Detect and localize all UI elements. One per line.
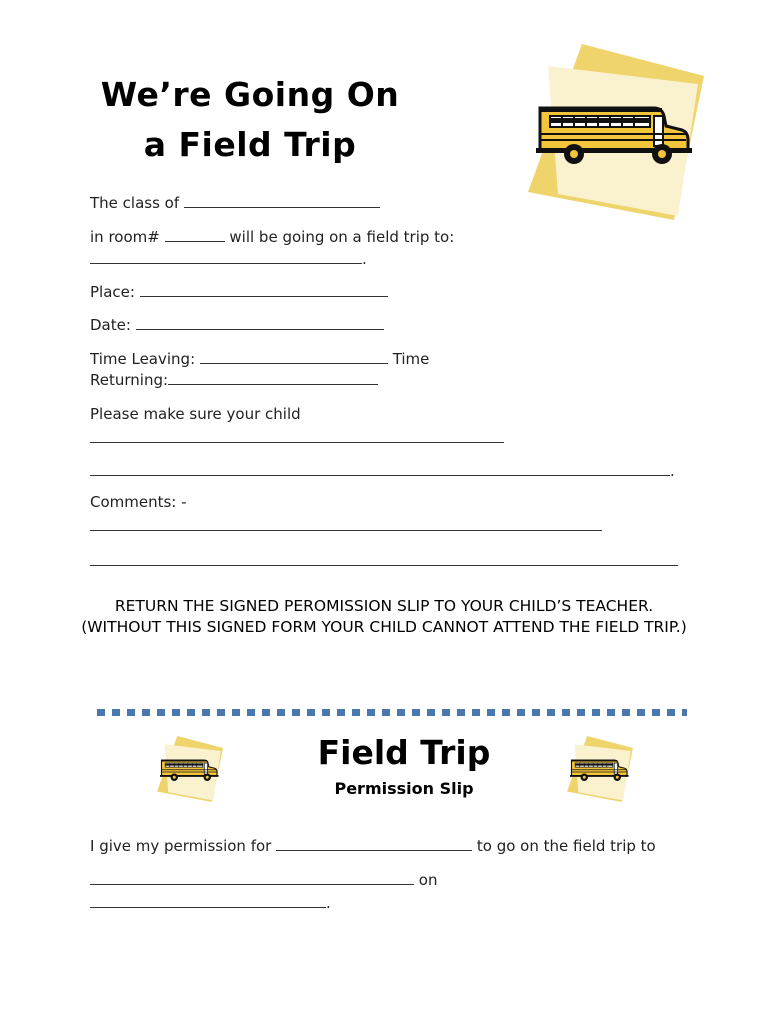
- title-line-1: We’re Going On: [100, 75, 400, 114]
- date-row: [90, 315, 384, 335]
- return-notice-line-1: RETURN THE SIGNED PEROMISSION SLIP TO YOUR CHILD’S TEACHER.: [114, 597, 654, 615]
- make-sure-field-1[interactable]: [90, 442, 504, 443]
- date-label: Date:: [90, 316, 131, 334]
- return-notice-line-2: (WITHOUT THIS SIGNED FORM YOUR CHILD CANNOT ATTEND THE FIELD TRIP.): [81, 618, 687, 636]
- time-leaving-field[interactable]: [200, 349, 388, 364]
- school-bus-icon: [566, 736, 634, 802]
- going-to-label: will be going on a field trip to:: [229, 228, 455, 246]
- to-go-label: to go on the field trip to: [476, 837, 656, 855]
- trip-date-period: .: [326, 894, 331, 912]
- cut-line-divider: [97, 709, 687, 716]
- comments-field-1[interactable]: [90, 530, 602, 531]
- slip-title: Field Trip: [317, 733, 491, 772]
- time-leaving-row: [90, 349, 429, 369]
- returning-label: Returning:: [90, 371, 169, 389]
- trip-destination-field[interactable]: [90, 870, 414, 885]
- room-label: in room#: [90, 228, 160, 246]
- room-field[interactable]: [165, 227, 225, 242]
- return-notice: [70, 596, 698, 638]
- school-bus-icon: [156, 736, 224, 802]
- page-title: [60, 70, 440, 170]
- trip-date-field[interactable]: [90, 893, 326, 908]
- class-of-row: [90, 193, 380, 213]
- trip-destination-row: [90, 870, 437, 890]
- trip-date-row: [90, 893, 331, 913]
- date-field[interactable]: [136, 315, 384, 330]
- place-field[interactable]: [140, 282, 388, 297]
- make-sure-row-2: [90, 461, 675, 481]
- comments-field-2[interactable]: [90, 565, 678, 566]
- child-name-field[interactable]: [276, 836, 472, 851]
- permission-row: [90, 836, 656, 856]
- destination-row: [90, 249, 367, 269]
- make-sure-field-2[interactable]: [90, 461, 670, 476]
- make-sure-label: Please make sure your child: [90, 405, 301, 423]
- destination-period: .: [362, 250, 367, 268]
- returning-field[interactable]: [168, 370, 378, 385]
- school-bus-icon: [528, 44, 704, 220]
- place-row: [90, 282, 388, 302]
- class-of-field[interactable]: [184, 193, 380, 208]
- time-leaving-label: Time Leaving:: [90, 350, 196, 368]
- make-sure-period: .: [670, 462, 675, 480]
- title-line-2: a Field Trip: [143, 125, 357, 164]
- on-label: on: [418, 871, 438, 889]
- returning-row: [90, 370, 378, 390]
- time-label: Time: [392, 350, 430, 368]
- room-row: [90, 227, 454, 247]
- comments-label: Comments: -: [90, 493, 187, 511]
- class-of-label: The class of: [90, 194, 180, 212]
- slip-subtitle: Permission Slip: [334, 779, 474, 798]
- destination-field[interactable]: [90, 249, 362, 264]
- place-label: Place:: [90, 283, 135, 301]
- permission-label: I give my permission for: [90, 837, 272, 855]
